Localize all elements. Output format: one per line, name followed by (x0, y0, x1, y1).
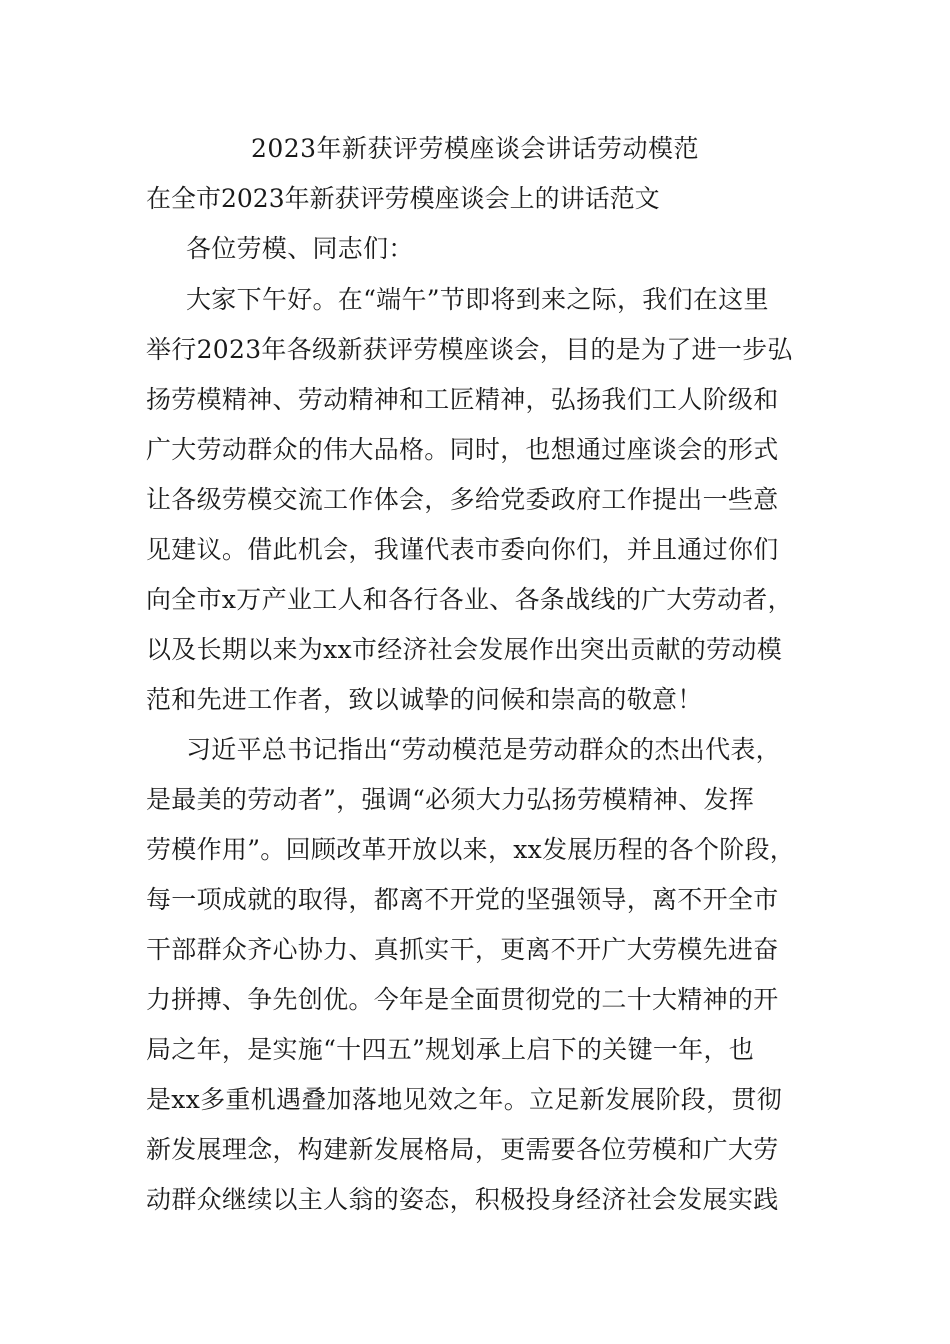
paragraph-line: 举行2023年各级新获评劳模座谈会，目的是为了进一步弘 (146, 335, 793, 364)
paragraph-line: 大家下午好。在“端午”节即将到来之际，我们在这里 (186, 285, 769, 314)
paragraph-line: 新发展理念，构建新发展格局，更需要各位劳模和广大劳 (146, 1135, 779, 1164)
paragraph-line: 局之年，是实施“十四五”规划承上启下的关键一年，也 (146, 1035, 755, 1064)
paragraph-line: 让各级劳模交流工作体会，多给党委政府工作提出一些意 (146, 485, 779, 514)
paragraph-line: 干部群众齐心协力、真抓实干，更离不开广大劳模先进奋 (146, 935, 779, 964)
paragraph-line: 向全市x万产业工人和各行各业、各条战线的广大劳动者， (146, 585, 793, 614)
paragraph-line: 扬劳模精神、劳动精神和工匠精神，弘扬我们工人阶级和 (146, 385, 779, 414)
paragraph-line: 习近平总书记指出“劳动模范是劳动群众的杰出代表， (186, 735, 781, 764)
paragraph-line: 是xx多重机遇叠加落地见效之年。立足新发展阶段，贯彻 (146, 1085, 783, 1114)
paragraph-line: 劳模作用”。回顾改革开放以来，xx发展历程的各个阶段， (146, 835, 796, 864)
paragraph-line: 范和先进工作者，致以诚挚的问候和崇高的敬意！ (146, 685, 703, 714)
paragraph-line: 广大劳动群众的伟大品格。同时，也想通过座谈会的形式 (146, 435, 779, 464)
paragraph-line: 每一项成就的取得，都离不开党的坚强领导，离不开全市 (146, 885, 779, 914)
paragraph-line: 力拼搏、争先创优。今年是全面贯彻党的二十大精神的开 (146, 985, 779, 1014)
document-subtitle: 在全市2023年新获评劳模座谈会上的讲话范文 (146, 184, 660, 213)
document-title: 2023年新获评劳模座谈会讲话劳动模范 (250, 134, 700, 163)
paragraph-line: 是最美的劳动者”，强调“必须大力弘扬劳模精神、发挥 (146, 785, 755, 814)
paragraph-line: 动群众继续以主人翁的姿态，积极投身经济社会发展实践 (146, 1185, 779, 1214)
paragraph-line: 以及长期以来为xx市经济社会发展作出突出贡献的劳动模 (146, 635, 783, 664)
salutation: 各位劳模、同志们： (186, 234, 414, 263)
paragraph-line: 见建议。借此机会，我谨代表市委向你们，并且通过你们 (146, 535, 779, 564)
